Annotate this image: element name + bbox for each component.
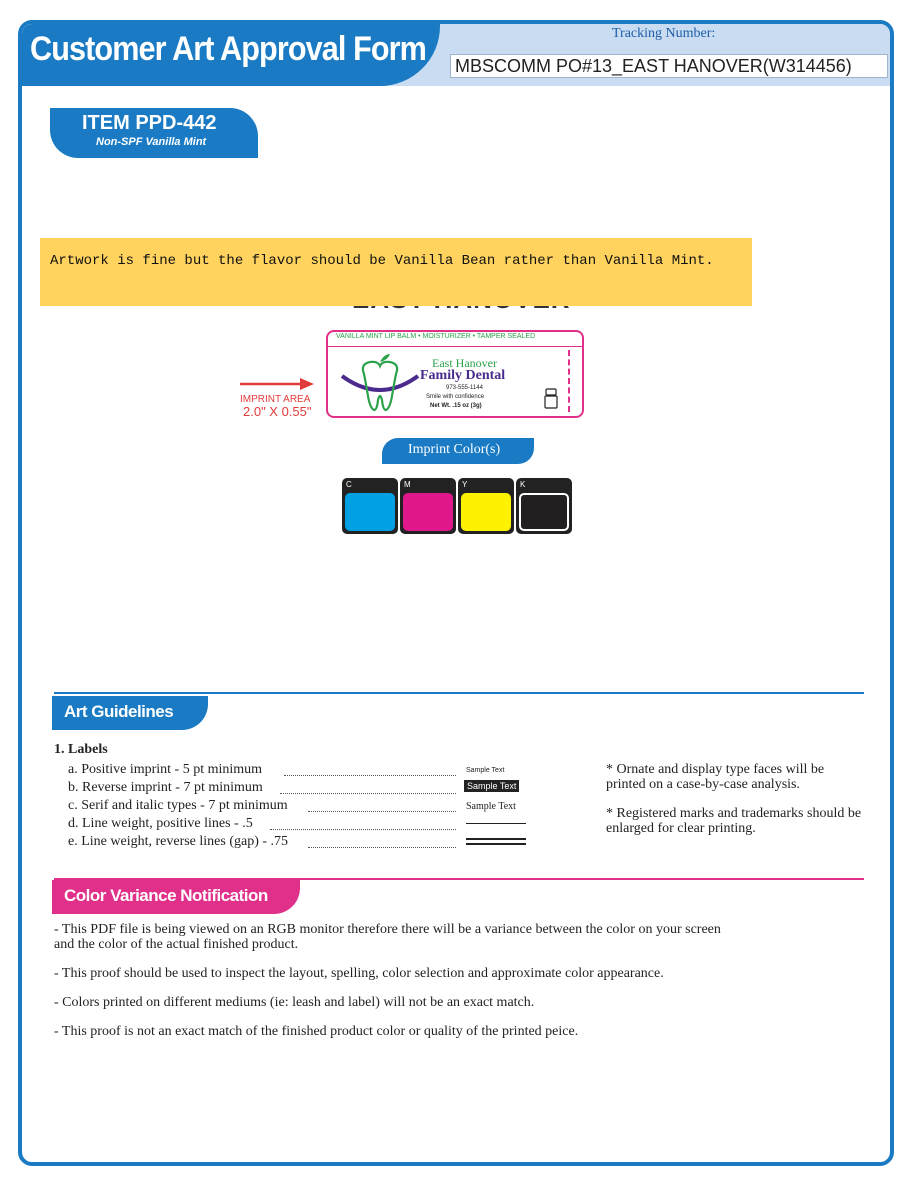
label-line-1: East Hanover [432, 356, 497, 370]
swatch-letter: K [520, 480, 526, 489]
label-top-text: VANILLA MINT LIP BALM • MOISTURIZER • TAMPER SEALED [336, 333, 536, 340]
swatch-letter: C [346, 480, 352, 489]
variance-item: - Colors printed on different mediums (ie: leash and label) will not be an exact match. [54, 995, 535, 1010]
label-line-2: Family Dental [420, 368, 506, 383]
art-guidelines-title: Art Guidelines [64, 702, 174, 721]
label-proof [326, 330, 584, 418]
arrow-right-icon [240, 376, 314, 392]
item-name: Non-SPF Vanilla Mint [96, 136, 207, 148]
guideline-note: * Registered marks and trademarks should be enlarged for clear printing. [606, 806, 862, 836]
guideline-note: * Ornate and display type faces will be printed on a case-by-case analysis. [606, 762, 825, 792]
leader-dots [270, 829, 456, 830]
labels-heading: 1. Labels [54, 742, 108, 757]
swatch-letter: M [404, 480, 411, 489]
swatch-magenta [400, 478, 456, 534]
label-line-4: Smile with confidence [426, 394, 485, 400]
swatch-fill [461, 493, 511, 531]
leader-dots [280, 793, 456, 794]
label-divider [328, 346, 582, 347]
swatch-black [516, 478, 572, 534]
sample-positive-line [466, 823, 526, 824]
item-code: ITEM PPD-442 [82, 112, 217, 134]
leader-dots [308, 847, 456, 848]
art-guidelines-rule [54, 692, 864, 694]
leader-dots [284, 775, 456, 776]
imprint-colors-title: Imprint Color(s) [408, 442, 501, 457]
sample-reverse-line-top [466, 838, 526, 840]
label-line-5: Net Wt. .15 oz (3g) [430, 403, 482, 409]
imprint-dimensions: 2.0" X 0.55" [243, 404, 312, 419]
variance-item: - This PDF file is being viewed on an RGB monitor therefore there will be a variance between the color on your screen and the color of the actual finished product. [54, 922, 721, 952]
guideline-item: a. Positive imprint - 5 pt minimum [68, 762, 263, 777]
form-title: Customer Art Approval Form [30, 30, 426, 68]
guideline-item: b. Reverse imprint - 7 pt minimum [68, 780, 263, 795]
swatch-fill [403, 493, 453, 531]
swatch-letter: Y [462, 480, 468, 489]
tracking-number-field[interactable]: MBSCOMM PO#13_EAST HANOVER(W314456) [450, 54, 888, 78]
sample-serif: Sample Text [466, 801, 516, 812]
variance-item: - This proof should be used to inspect the layout, spelling, color selection and approximate color appearance. [54, 966, 664, 981]
sample-reverse: Sample Text [464, 780, 519, 792]
label-line-3: 973-555-1144 [446, 385, 483, 391]
color-variance-title: Color Variance Notification [64, 886, 268, 905]
tooth-logo-icon [340, 352, 420, 416]
guideline-item: e. Line weight, reverse lines (gap) - .75 [68, 834, 289, 849]
swatch-cyan [342, 478, 398, 534]
sample-positive: Sample Text [466, 767, 505, 774]
label-dashed-edge [568, 350, 570, 412]
imprint-area-label: IMPRINT AREA [240, 394, 311, 405]
leader-dots [308, 811, 456, 812]
variance-item: - This proof is not an exact match of the finished product color or quality of the printed peice. [54, 1024, 579, 1039]
guideline-item: c. Serif and italic types - 7 pt minimum [68, 798, 288, 813]
lip-balm-tube-icon [544, 388, 558, 410]
sample-reverse-line-bottom [466, 843, 526, 845]
reviewer-comment[interactable]: Artwork is fine but the flavor should be Vanilla Bean rather than Vanilla Mint. [40, 238, 752, 306]
swatch-yellow [458, 478, 514, 534]
guideline-item: d. Line weight, positive lines - .5 [68, 816, 253, 831]
swatch-fill [519, 493, 569, 531]
tracking-label: Tracking Number: [612, 26, 716, 41]
swatch-fill [345, 493, 395, 531]
